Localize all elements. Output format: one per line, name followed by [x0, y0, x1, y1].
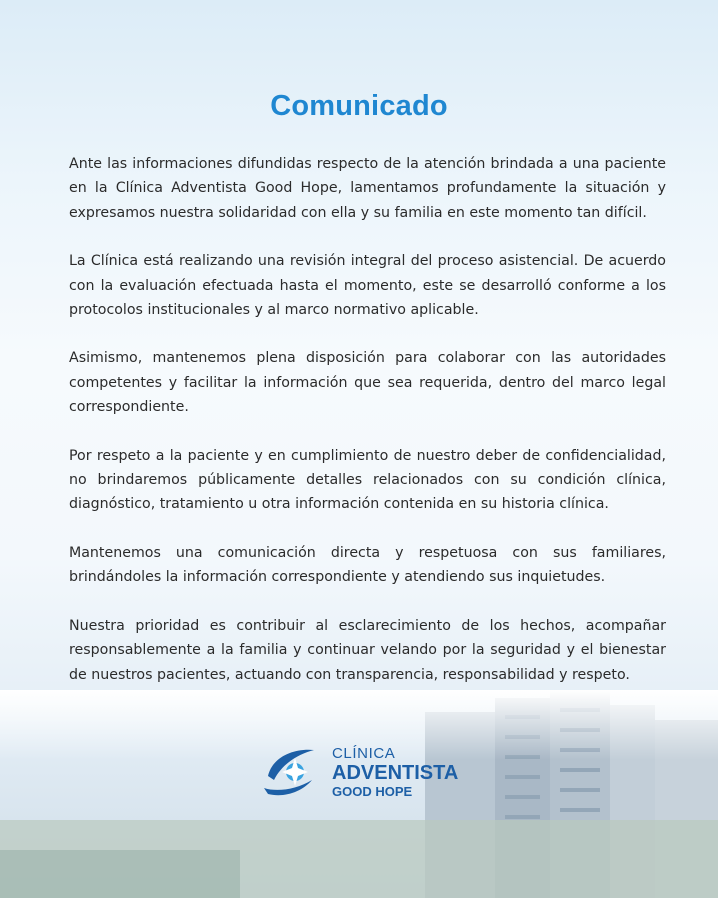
- logo-line-clinica: CLÍNICA: [332, 745, 396, 762]
- logo-line-adventista: ADVENTISTA: [332, 762, 459, 784]
- page-title: Comunicado: [270, 90, 448, 122]
- paragraph-5: Mantenemos una comunicación directa y respetuosa con sus familiares, brindándoles la información correspondiente y atendiendo sus inquietudes.: [69, 544, 666, 586]
- paragraph-2: La Clínica está realizando una revisión integral del proceso asistencial. De acuerdo con la evaluación efectuada hasta el momento, este se desarrolló conforme a los protocolos institucionales y al marco normativo aplicable.: [69, 253, 666, 319]
- paragraph-4: Por respeto a la paciente y en cumplimiento de nuestro deber de confidencialidad, no brindaremos públicamente detalles relacionados con su condición clínica, diagnóstico, tratamiento u otra información contenida en su historia clínica.: [69, 447, 666, 513]
- statement-body: [69, 152, 666, 711]
- sports-field: [0, 850, 240, 898]
- paragraph-6: Nuestra prioridad es contribuir al esclarecimiento de los hechos, acompañar responsablemente a la familia y continuar velando por la seguridad y el bienestar de nuestros pacientes, actuando con transparencia, responsabilidad y respeto.: [69, 617, 666, 683]
- logo-line-good-hope: GOOD HOPE: [332, 784, 413, 799]
- logo-mark-icon: [262, 742, 328, 800]
- paragraph-1: Ante las informaciones difundidas respecto de la atención brindada a una paciente en la Clínica Adventista Good Hope, lamentamos profundamente la situación y expresamos nuestra solidaridad con ella y su familia en este momento tan difícil.: [69, 156, 666, 221]
- paragraph-3: Asimismo, mantenemos plena disposición para colaborar con las autoridades competentes y facilitar la información que sea requerida, dentro del marco legal correspondiente.: [69, 350, 666, 416]
- clinic-logo: [262, 740, 472, 802]
